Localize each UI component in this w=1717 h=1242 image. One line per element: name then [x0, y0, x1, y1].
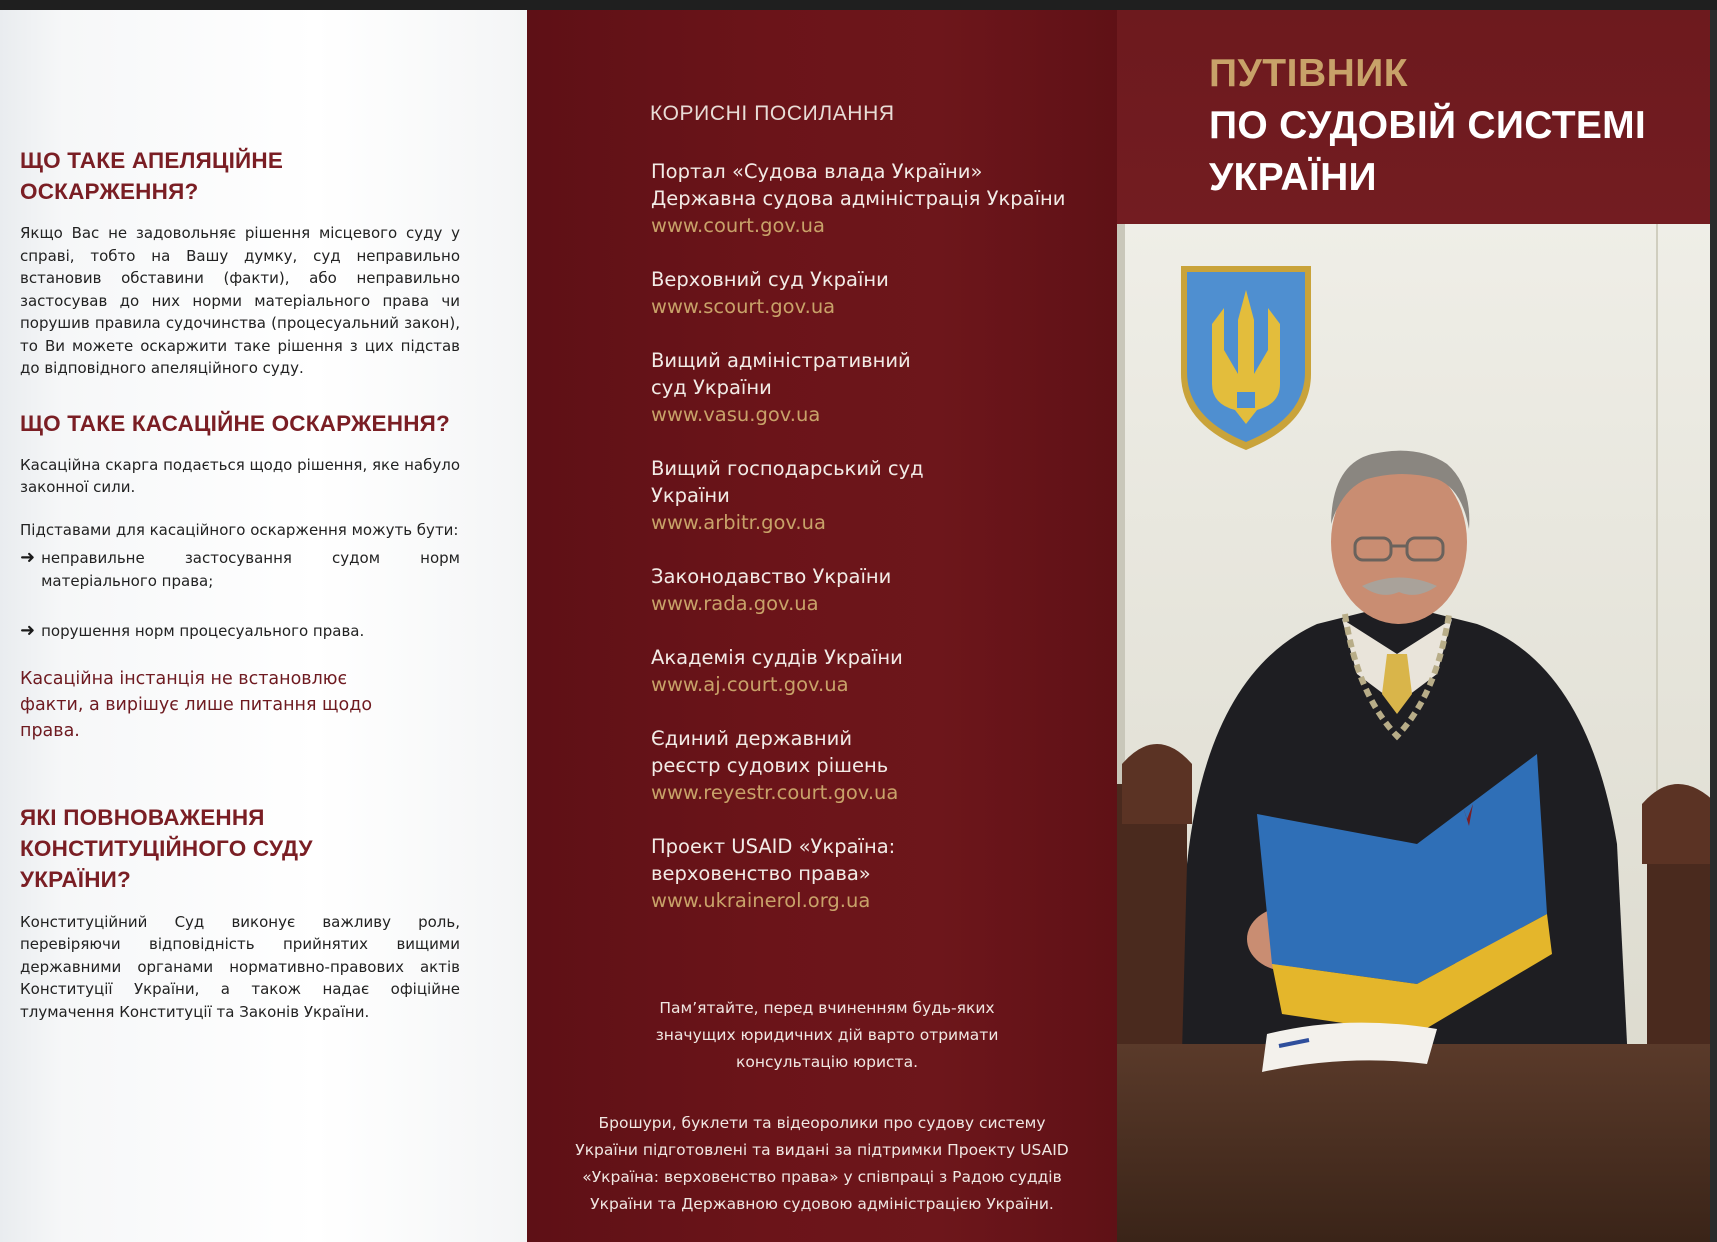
judge-photo-illustration — [1117, 224, 1717, 1242]
cover-panel — [1117, 10, 1717, 1242]
cassation-text: Касаційна скарга подається щодо рішення, яке набуло законної сили. — [20, 455, 460, 496]
link-item — [651, 725, 1071, 806]
link-url: www.reyestr.court.gov.ua — [651, 781, 899, 804]
cassation-ground-text: порушення норм процесуального права. — [41, 622, 365, 640]
arrow-right-icon: ➜ — [20, 620, 36, 641]
appeal-text: Якщо Вас не задовольняє рішення місцевого суду у справі, тобто на Вашу думку, суд неправильно встановив обставини (факти), або неправильно застосував до них норми матеріального права чи порушив правила судочинства (процесуальний закон), то Ви можете оскаржити таке рішення з цих підстав до відповідного апеляційного суду. — [20, 224, 460, 377]
useful-links-list — [651, 158, 1071, 941]
link-title: Єдиний державний реєстр судових рішень — [651, 727, 889, 777]
link-item — [651, 455, 1071, 536]
scan-right-edge — [1710, 10, 1717, 1242]
appeal-heading: ЩО ТАКЕ АПЕЛЯЦІЙНЕ ОСКАРЖЕННЯ? — [20, 148, 284, 204]
link-url: www.scourt.gov.ua — [651, 295, 836, 318]
middle-panel — [527, 10, 1117, 1242]
arrow-right-icon: ➜ — [20, 547, 36, 568]
link-item — [651, 644, 1071, 698]
left-panel-content — [20, 145, 460, 1023]
left-panel — [0, 10, 527, 1242]
publication-credits: Брошури, буклети та відеоролики про судову систему України підготовлені та видані за підтримки Проекту USAID «Україна: верховенство права» у співпраці з Радою суддів України та Державною судовою адміністрацією України. — [575, 1114, 1069, 1213]
link-title: Проект USAID «Україна: верховенство права» — [651, 835, 896, 885]
link-url: www.arbitr.gov.ua — [651, 511, 826, 534]
link-item — [651, 833, 1071, 914]
link-url: www.ukrainerol.org.ua — [651, 889, 871, 912]
link-title: Верховний суд України — [651, 268, 889, 291]
cassation-ground-text: неправильне застосування судом норм матеріального права; — [41, 549, 460, 590]
cover-title-block — [1117, 10, 1717, 224]
cassation-grounds-intro: Підставами для касаційного оскарження можуть бути: — [20, 520, 459, 539]
link-url: www.rada.gov.ua — [651, 592, 819, 615]
scan-top-edge — [0, 0, 1717, 10]
cassation-highlight: Касаційна інстанція не встановлює факти, а вирішує лише питання щодо права. — [20, 668, 373, 741]
link-item — [651, 266, 1071, 320]
cassation-heading: ЩО ТАКЕ КАСАЦІЙНЕ ОСКАРЖЕННЯ? — [20, 410, 450, 436]
link-url: www.vasu.gov.ua — [651, 403, 821, 426]
cover-title-subtitle: ПО СУДОВІЙ СИСТЕМІ УКРАЇНИ — [1209, 104, 1647, 199]
link-title: Академія суддів України — [651, 646, 903, 669]
link-title: Вищий адміністративний суд України — [651, 349, 911, 399]
link-item — [651, 563, 1071, 617]
constitutional-court-text: Конституційний Суд виконує важливу роль, перевіряючи відповідність прийнятих вищими державними органами нормативно-правових актів Конституції України, а також надає офіційне тлумачення Конституції та Законів України. — [20, 912, 460, 1021]
cover-photo — [1117, 224, 1717, 1242]
link-title: Портал «Судова влада України» Державна судова адміністрація України — [651, 160, 1066, 210]
cassation-ground-item — [20, 620, 460, 643]
link-title: Законодавство України — [651, 565, 892, 588]
link-url: www.aj.court.gov.ua — [651, 673, 849, 696]
link-url: www.court.gov.ua — [651, 214, 825, 237]
link-item — [651, 347, 1071, 428]
useful-links-heading: КОРИСНІ ПОСИЛАННЯ — [650, 102, 895, 125]
link-title: Вищий господарський суд України — [651, 457, 924, 507]
link-item — [651, 158, 1071, 239]
cover-title-guide: ПУТІВНИК — [1209, 52, 1409, 95]
constitutional-court-heading: ЯКІ ПОВНОВАЖЕННЯ КОНСТИТУЦІЙНОГО СУДУ УКРАЇНИ? — [20, 804, 313, 892]
cassation-ground-item — [20, 547, 460, 592]
desk — [1117, 1044, 1717, 1242]
legal-advice-note: Пам’ятайте, перед вчиненням будь-яких значущих юридичних дій варто отримати консультацію юриста. — [655, 999, 999, 1071]
